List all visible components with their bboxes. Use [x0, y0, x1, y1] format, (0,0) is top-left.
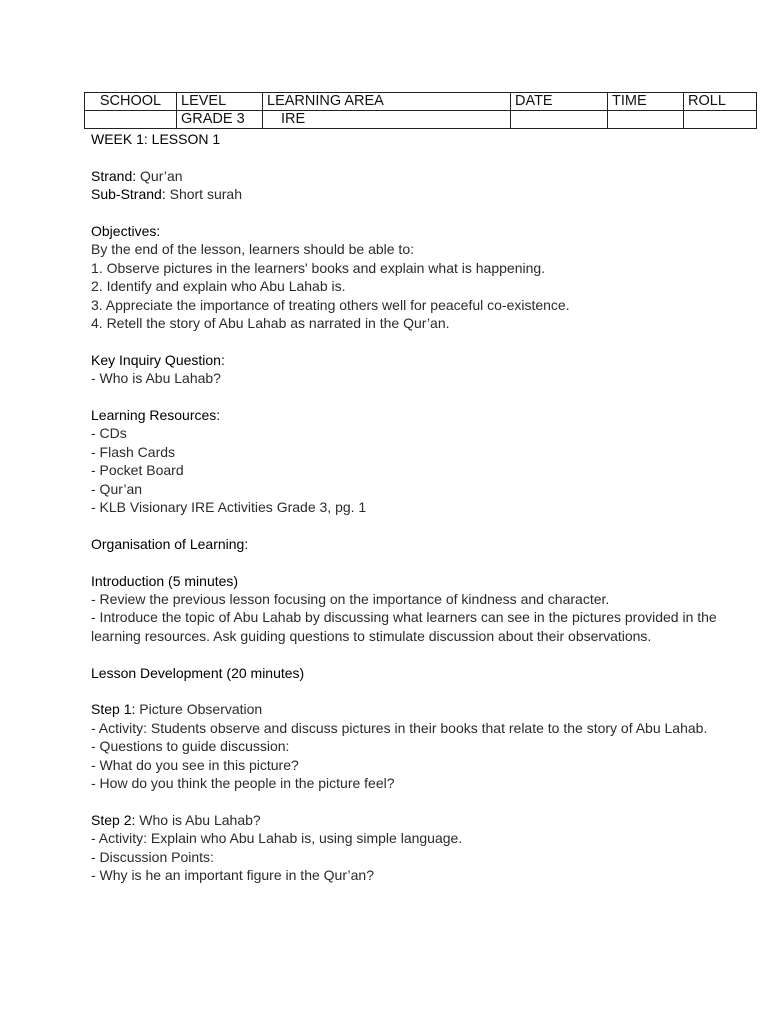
value-roll: [684, 111, 757, 129]
step1-label: Step 1:: [91, 701, 136, 718]
header-roll: ROLL: [684, 93, 757, 111]
organisation-heading: Organisation of Learning:: [91, 535, 249, 552]
resource-item: - Flash Cards: [91, 443, 176, 460]
resource-item: - CDs: [91, 425, 127, 442]
development-heading: Lesson Development (20 minutes): [91, 664, 305, 681]
introduction-heading: Introduction (5 minutes): [91, 572, 239, 589]
step1-title: Picture Observation: [135, 701, 263, 718]
step2-label: Step 2:: [91, 811, 136, 828]
key-inquiry-item: - Who is Abu Lahab?: [91, 370, 221, 387]
strand-line: [91, 167, 741, 185]
lesson-header-table: [84, 92, 757, 129]
week-lesson-title: WEEK 1: LESSON 1: [91, 131, 221, 147]
header-school: SCHOOL: [85, 93, 177, 111]
step2-item: - Why is he an important figure in the Qur’an?: [91, 867, 374, 884]
step1-line: [91, 700, 741, 718]
sub-strand-value: Short surah: [165, 186, 242, 203]
step2-title: Who is Abu Lahab?: [135, 811, 261, 828]
sub-strand-label: Sub-Strand:: [91, 186, 166, 203]
header-row: [85, 93, 757, 111]
objective-item: 1. Observe pictures in the learners' books and explain what is happening.: [91, 259, 546, 276]
step1-item: - What do you see in this picture?: [91, 756, 299, 773]
value-level: GRADE 3: [177, 111, 263, 129]
header-time: TIME: [608, 93, 684, 111]
objectives-intro: By the end of the lesson, learners should be able to:: [91, 241, 414, 258]
introduction-item: - Review the previous lesson focusing on the importance of kindness and character.: [91, 591, 610, 608]
header-date: DATE: [511, 93, 608, 111]
value-time: [608, 111, 684, 129]
header-level: LEVEL: [177, 93, 263, 111]
value-learning-area: IRE: [263, 111, 511, 129]
step1-item: - Activity: Students observe and discuss pictures in their books that relate to the story of Abu Lahab.: [91, 719, 708, 736]
objectives-heading: Objectives:: [91, 223, 161, 239]
step1-item: - Questions to guide discussion:: [91, 738, 290, 755]
sub-strand-line: [91, 185, 741, 203]
resource-item: - Pocket Board: [91, 462, 184, 479]
header-learning-area: LEARNING AREA: [263, 93, 511, 111]
objective-item: 2. Identify and explain who Abu Lahab is.: [91, 278, 346, 295]
step2-item: - Discussion Points:: [91, 848, 214, 865]
objective-item: 4. Retell the story of Abu Lahab as narrated in the Qur’an.: [91, 315, 450, 332]
strand-value: Qur’an: [136, 167, 183, 184]
resource-item: - KLB Visionary IRE Activities Grade 3, pg. 1: [91, 499, 367, 516]
objective-item: 3. Appreciate the importance of treating others well for peaceful co-existence.: [91, 296, 570, 313]
value-school: [85, 111, 177, 129]
step2-line: [91, 811, 741, 829]
resources-heading: Learning Resources:: [91, 407, 221, 424]
strand-label: Strand:: [91, 167, 137, 184]
step1-item: - How do you think the people in the picture feel?: [91, 775, 395, 792]
lesson-content: [91, 130, 741, 885]
step2-item: - Activity: Explain who Abu Lahab is, using simple language.: [91, 830, 463, 847]
value-row: [85, 111, 757, 129]
introduction-item: - Introduce the topic of Abu Lahab by discussing what learners can see in the pictures provided in the learning resources. Ask guiding questions to stimulate discussion about their observations.: [91, 609, 717, 644]
key-inquiry-heading: Key Inquiry Question:: [91, 351, 225, 368]
resource-item: - Qur’an: [91, 480, 143, 497]
value-date: [511, 111, 608, 129]
